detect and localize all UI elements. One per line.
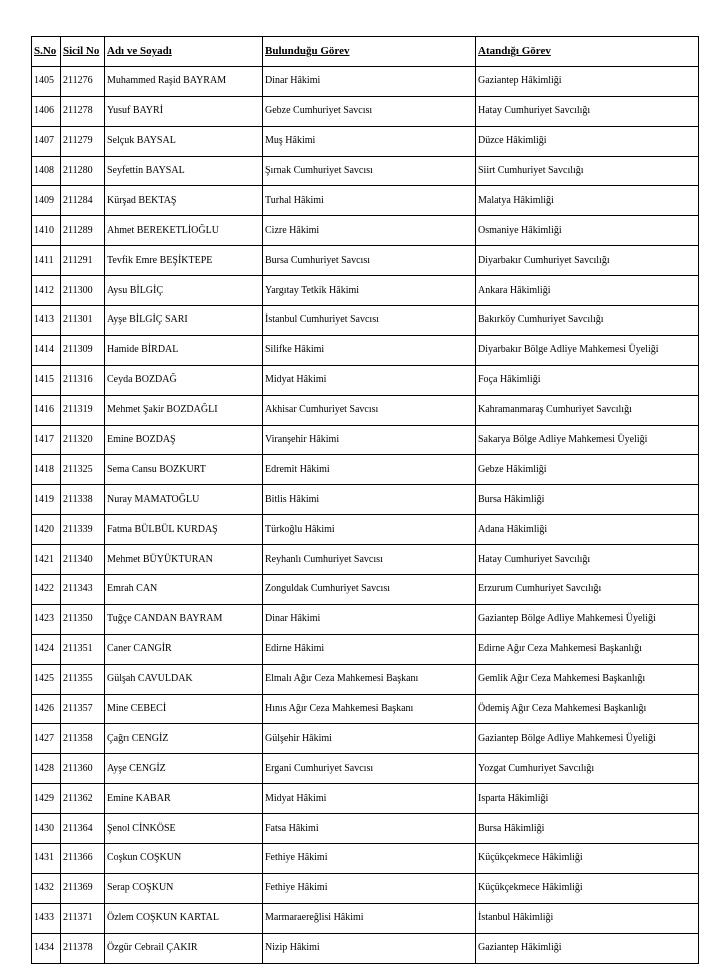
cell-sicil: 211289	[61, 216, 105, 246]
cell-sno: 1416	[32, 395, 61, 425]
cell-sno: 1407	[32, 126, 61, 156]
table-row	[32, 66, 699, 96]
cell-sno: 1431	[32, 844, 61, 874]
cell-sicil: 211319	[61, 395, 105, 425]
table-row	[32, 694, 699, 724]
cell-assigned-post: Adana Hâkimliği	[476, 515, 699, 545]
cell-sicil: 211284	[61, 186, 105, 216]
cell-current-post: Akhisar Cumhuriyet Savcısı	[263, 395, 476, 425]
cell-current-post: Edremit Hâkimi	[263, 455, 476, 485]
cell-sicil: 211316	[61, 365, 105, 395]
cell-assigned-post: Isparta Hâkimliği	[476, 784, 699, 814]
cell-name: Selçuk BAYSAL	[105, 126, 263, 156]
table-row	[32, 903, 699, 933]
cell-sicil: 211351	[61, 634, 105, 664]
cell-current-post: Silifke Hâkimi	[263, 335, 476, 365]
cell-name: Caner CANGİR	[105, 634, 263, 664]
cell-name: Aysu BİLGİÇ	[105, 276, 263, 306]
cell-current-post: Bursa Cumhuriyet Savcısı	[263, 246, 476, 276]
table-row	[32, 186, 699, 216]
cell-current-post: Turhal Hâkimi	[263, 186, 476, 216]
cell-assigned-post: Yozgat Cumhuriyet Savcılığı	[476, 754, 699, 784]
cell-sno: 1424	[32, 634, 61, 664]
table-row	[32, 246, 699, 276]
cell-current-post: Hınıs Ağır Ceza Mahkemesi Başkanı	[263, 694, 476, 724]
cell-sno: 1425	[32, 664, 61, 694]
cell-name: Yusuf BAYRİ	[105, 96, 263, 126]
cell-assigned-post: Gaziantep Bölge Adliye Mahkemesi Üyeliği	[476, 604, 699, 634]
cell-assigned-post: Erzurum Cumhuriyet Savcılığı	[476, 575, 699, 605]
cell-assigned-post: Edirne Ağır Ceza Mahkemesi Başkanlığı	[476, 634, 699, 664]
cell-sno: 1433	[32, 903, 61, 933]
cell-sicil: 211355	[61, 664, 105, 694]
cell-sno: 1408	[32, 156, 61, 186]
cell-sicil: 211279	[61, 126, 105, 156]
table-row	[32, 276, 699, 306]
cell-sno: 1409	[32, 186, 61, 216]
cell-sno: 1434	[32, 933, 61, 963]
table-row	[32, 216, 699, 246]
cell-assigned-post: Hatay Cumhuriyet Savcılığı	[476, 545, 699, 575]
cell-current-post: Dinar Hâkimi	[263, 66, 476, 96]
cell-name: Fatma BÜLBÜL KURDAŞ	[105, 515, 263, 545]
cell-current-post: Gebze Cumhuriyet Savcısı	[263, 96, 476, 126]
cell-name: Sema Cansu BOZKURT	[105, 455, 263, 485]
cell-sno: 1430	[32, 814, 61, 844]
cell-sno: 1428	[32, 754, 61, 784]
cell-assigned-post: Küçükçekmece Hâkimliği	[476, 873, 699, 903]
cell-current-post: Fatsa Hâkimi	[263, 814, 476, 844]
header-current-post: Bulunduğu Görev	[263, 37, 476, 67]
appointments-table	[31, 36, 699, 964]
table-row	[32, 873, 699, 903]
cell-sicil: 211291	[61, 246, 105, 276]
cell-sicil: 211362	[61, 784, 105, 814]
cell-sicil: 211371	[61, 903, 105, 933]
cell-sicil: 211340	[61, 545, 105, 575]
cell-current-post: Nizip Hâkimi	[263, 933, 476, 963]
cell-assigned-post: Osmaniye Hâkimliği	[476, 216, 699, 246]
table-row	[32, 844, 699, 874]
table-row	[32, 814, 699, 844]
cell-name: Ayşe BİLGİÇ SARI	[105, 306, 263, 336]
cell-assigned-post: Düzce Hâkimliği	[476, 126, 699, 156]
cell-current-post: Ergani Cumhuriyet Savcısı	[263, 754, 476, 784]
table-body	[32, 66, 699, 963]
cell-sicil: 211364	[61, 814, 105, 844]
cell-assigned-post: Siirt Cumhuriyet Savcılığı	[476, 156, 699, 186]
cell-assigned-post: Sakarya Bölge Adliye Mahkemesi Üyeliği	[476, 425, 699, 455]
cell-sicil: 211301	[61, 306, 105, 336]
cell-sicil: 211369	[61, 873, 105, 903]
cell-sno: 1429	[32, 784, 61, 814]
cell-current-post: Midyat Hâkimi	[263, 365, 476, 395]
cell-name: Tuğçe CANDAN BAYRAM	[105, 604, 263, 634]
cell-sicil: 211360	[61, 754, 105, 784]
cell-sicil: 211276	[61, 66, 105, 96]
cell-current-post: Bitlis Hâkimi	[263, 485, 476, 515]
cell-current-post: Fethiye Hâkimi	[263, 844, 476, 874]
cell-name: Tevfik Emre BEŞİKTEPE	[105, 246, 263, 276]
cell-sno: 1420	[32, 515, 61, 545]
cell-sno: 1411	[32, 246, 61, 276]
cell-current-post: Marmaraereğlisi Hâkimi	[263, 903, 476, 933]
cell-assigned-post: Gaziantep Hâkimliği	[476, 66, 699, 96]
cell-current-post: Elmalı Ağır Ceza Mahkemesi Başkanı	[263, 664, 476, 694]
cell-assigned-post: Hatay Cumhuriyet Savcılığı	[476, 96, 699, 126]
header-name: Adı ve Soyadı	[105, 37, 263, 67]
cell-sicil: 211309	[61, 335, 105, 365]
cell-sicil: 211357	[61, 694, 105, 724]
cell-sno: 1418	[32, 455, 61, 485]
cell-current-post: Zonguldak Cumhuriyet Savcısı	[263, 575, 476, 605]
cell-current-post: Fethiye Hâkimi	[263, 873, 476, 903]
cell-sno: 1432	[32, 873, 61, 903]
cell-name: Ayşe CENGİZ	[105, 754, 263, 784]
header-sicil: Sicil No	[61, 37, 105, 67]
cell-sicil: 211350	[61, 604, 105, 634]
cell-sno: 1406	[32, 96, 61, 126]
cell-sno: 1414	[32, 335, 61, 365]
cell-name: Nuray MAMATOĞLU	[105, 485, 263, 515]
table-row	[32, 455, 699, 485]
cell-name: Ceyda BOZDAĞ	[105, 365, 263, 395]
cell-current-post: Midyat Hâkimi	[263, 784, 476, 814]
cell-name: Mehmet Şakir BOZDAĞLI	[105, 395, 263, 425]
cell-name: Gülşah CAVULDAK	[105, 664, 263, 694]
table-row	[32, 96, 699, 126]
cell-name: Muhammed Raşid BAYRAM	[105, 66, 263, 96]
cell-name: Özgür Cebrail ÇAKIR	[105, 933, 263, 963]
table-row	[32, 156, 699, 186]
cell-sno: 1426	[32, 694, 61, 724]
cell-current-post: Türkoğlu Hâkimi	[263, 515, 476, 545]
cell-assigned-post: Gaziantep Hâkimliği	[476, 933, 699, 963]
cell-sicil: 211343	[61, 575, 105, 605]
cell-sicil: 211339	[61, 515, 105, 545]
cell-sicil: 211338	[61, 485, 105, 515]
cell-assigned-post: Diyarbakır Cumhuriyet Savcılığı	[476, 246, 699, 276]
cell-assigned-post: Diyarbakır Bölge Adliye Mahkemesi Üyeliği	[476, 335, 699, 365]
table-row	[32, 425, 699, 455]
cell-sno: 1405	[32, 66, 61, 96]
cell-current-post: Gülşehir Hâkimi	[263, 724, 476, 754]
cell-name: Kürşad BEKTAŞ	[105, 186, 263, 216]
cell-sno: 1423	[32, 604, 61, 634]
cell-sno: 1410	[32, 216, 61, 246]
cell-assigned-post: Bursa Hâkimliği	[476, 814, 699, 844]
table-row	[32, 306, 699, 336]
table-row	[32, 515, 699, 545]
cell-name: Mehmet BÜYÜKTURAN	[105, 545, 263, 575]
cell-name: Ahmet BEREKETLİOĞLU	[105, 216, 263, 246]
cell-current-post: Edirne Hâkimi	[263, 634, 476, 664]
cell-assigned-post: Gemlik Ağır Ceza Mahkemesi Başkanlığı	[476, 664, 699, 694]
cell-name: Emine BOZDAŞ	[105, 425, 263, 455]
table-row	[32, 575, 699, 605]
cell-assigned-post: Küçükçekmece Hâkimliği	[476, 844, 699, 874]
cell-name: Emrah CAN	[105, 575, 263, 605]
table-row	[32, 604, 699, 634]
cell-name: Serap COŞKUN	[105, 873, 263, 903]
cell-sicil: 211280	[61, 156, 105, 186]
cell-current-post: Şırnak Cumhuriyet Savcısı	[263, 156, 476, 186]
cell-assigned-post: Bursa Hâkimliği	[476, 485, 699, 515]
cell-sno: 1413	[32, 306, 61, 336]
table-row	[32, 634, 699, 664]
table-row	[32, 126, 699, 156]
cell-sno: 1417	[32, 425, 61, 455]
cell-name: Şenol CİNKÖSE	[105, 814, 263, 844]
cell-current-post: Yargıtay Tetkik Hâkimi	[263, 276, 476, 306]
cell-assigned-post: Foça Hâkimliği	[476, 365, 699, 395]
header-sno: S.No	[32, 37, 61, 67]
table-row	[32, 754, 699, 784]
cell-current-post: Dinar Hâkimi	[263, 604, 476, 634]
table-row	[32, 784, 699, 814]
table-row	[32, 485, 699, 515]
table-row	[32, 545, 699, 575]
cell-assigned-post: Malatya Hâkimliği	[476, 186, 699, 216]
cell-sicil: 211378	[61, 933, 105, 963]
cell-assigned-post: Ankara Hâkimliği	[476, 276, 699, 306]
cell-assigned-post: Gaziantep Bölge Adliye Mahkemesi Üyeliği	[476, 724, 699, 754]
cell-assigned-post: İstanbul Hâkimliği	[476, 903, 699, 933]
cell-name: Mine CEBECİ	[105, 694, 263, 724]
cell-sno: 1419	[32, 485, 61, 515]
cell-current-post: Viranşehir Hâkimi	[263, 425, 476, 455]
table-header-row	[32, 37, 699, 67]
cell-sicil: 211278	[61, 96, 105, 126]
table-row	[32, 365, 699, 395]
cell-assigned-post: Bakırköy Cumhuriyet Savcılığı	[476, 306, 699, 336]
cell-assigned-post: Gebze Hâkimliği	[476, 455, 699, 485]
cell-current-post: İstanbul Cumhuriyet Savcısı	[263, 306, 476, 336]
cell-name: Çağrı CENGİZ	[105, 724, 263, 754]
table-row	[32, 724, 699, 754]
cell-sno: 1415	[32, 365, 61, 395]
cell-current-post: Reyhanlı Cumhuriyet Savcısı	[263, 545, 476, 575]
table-row	[32, 664, 699, 694]
cell-name: Hamide BİRDAL	[105, 335, 263, 365]
header-assigned-post: Atandığı Görev	[476, 37, 699, 67]
table-row	[32, 933, 699, 963]
table-row	[32, 335, 699, 365]
cell-current-post: Cizre Hâkimi	[263, 216, 476, 246]
cell-sicil: 211325	[61, 455, 105, 485]
cell-sno: 1422	[32, 575, 61, 605]
cell-sno: 1412	[32, 276, 61, 306]
table-row	[32, 395, 699, 425]
cell-sno: 1427	[32, 724, 61, 754]
cell-name: Coşkun COŞKUN	[105, 844, 263, 874]
cell-sicil: 211366	[61, 844, 105, 874]
cell-name: Seyfettin BAYSAL	[105, 156, 263, 186]
cell-sicil: 211320	[61, 425, 105, 455]
cell-assigned-post: Kahramanmaraş Cumhuriyet Savcılığı	[476, 395, 699, 425]
cell-current-post: Muş Hâkimi	[263, 126, 476, 156]
cell-sicil: 211300	[61, 276, 105, 306]
cell-sicil: 211358	[61, 724, 105, 754]
cell-name: Emine KABAR	[105, 784, 263, 814]
cell-name: Özlem COŞKUN KARTAL	[105, 903, 263, 933]
cell-assigned-post: Ödemiş Ağır Ceza Mahkemesi Başkanlığı	[476, 694, 699, 724]
cell-sno: 1421	[32, 545, 61, 575]
